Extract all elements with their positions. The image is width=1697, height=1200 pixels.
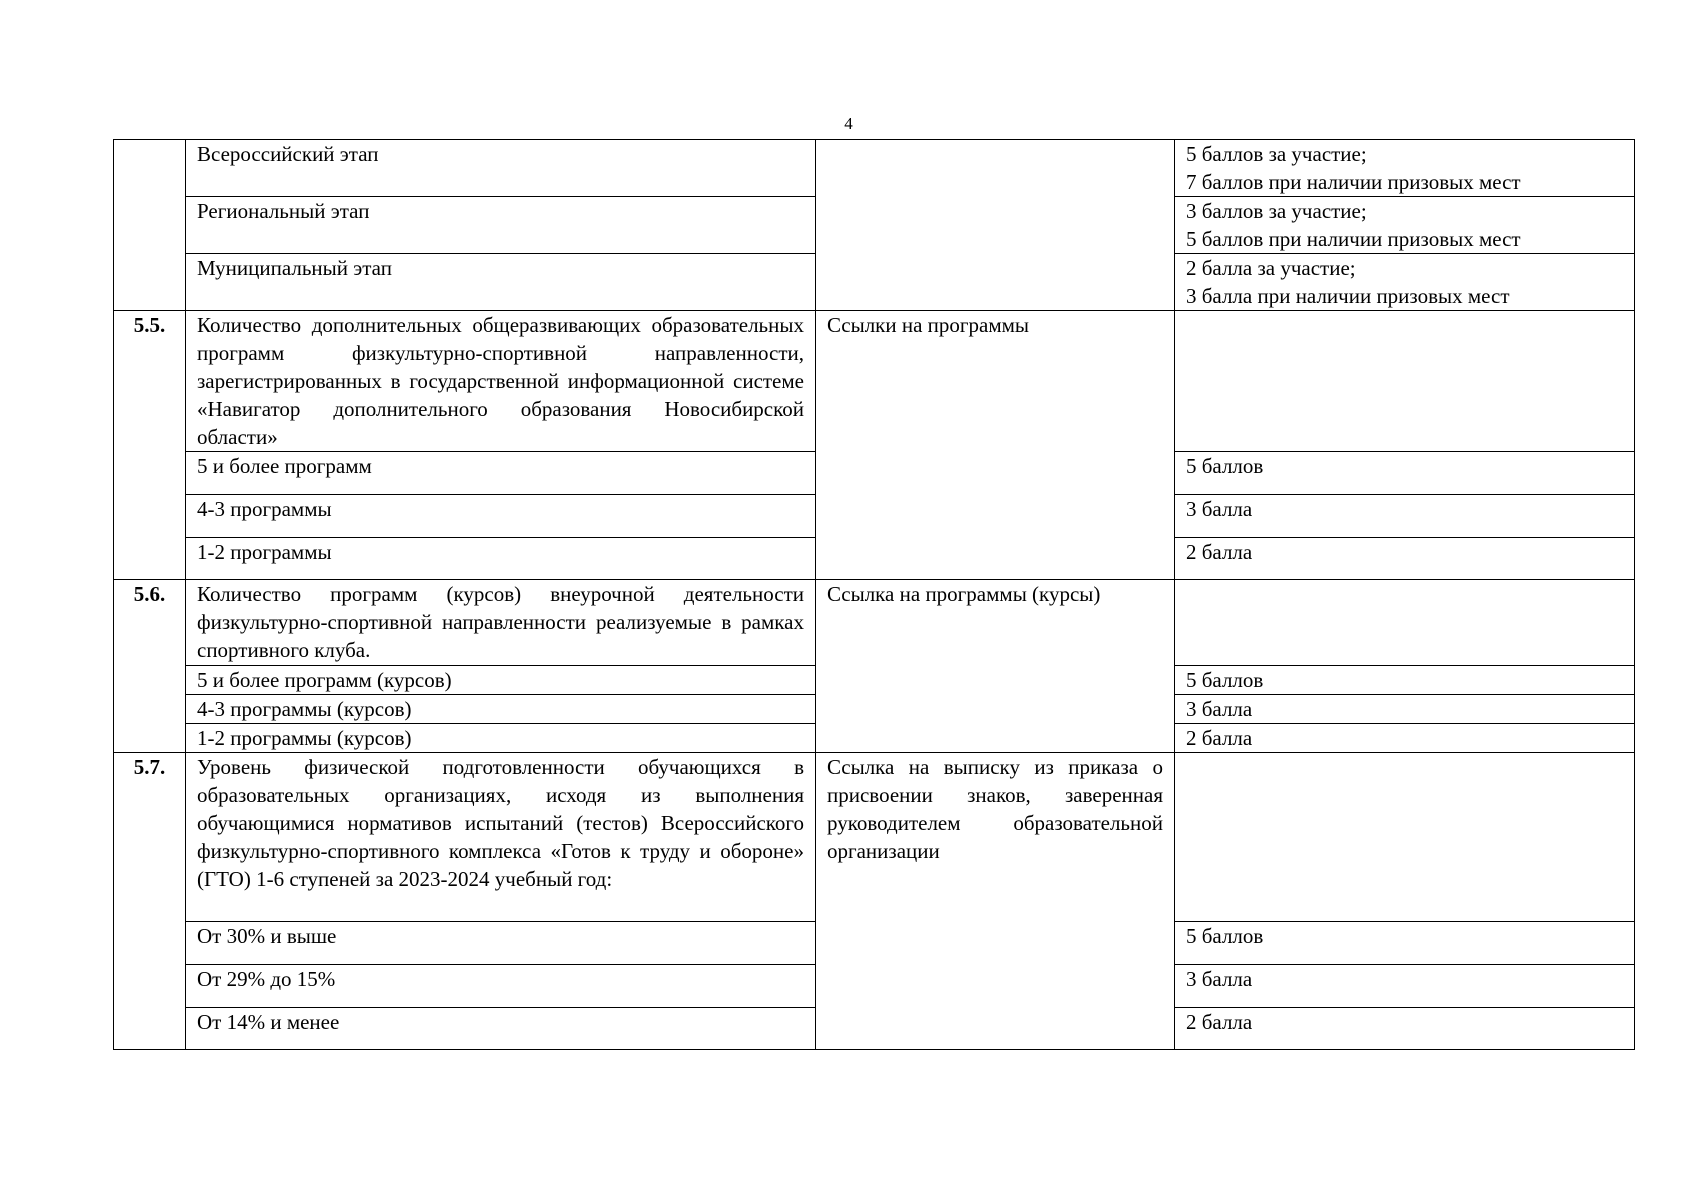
- points-cell: [1175, 580, 1635, 666]
- evidence-cell: [816, 140, 1175, 311]
- table-row: [114, 140, 1635, 197]
- option-points: 5 баллов: [1175, 452, 1635, 495]
- option-label: 5 и более программ (курсов): [186, 666, 816, 695]
- criteria-table: [113, 139, 1635, 1050]
- option-points: 2 балла: [1175, 724, 1635, 753]
- points-cell: [1175, 197, 1635, 254]
- option-label: 1-2 программы: [186, 538, 816, 580]
- option-label: 4-3 программы (курсов): [186, 695, 816, 724]
- criterion-text: Количество программ (курсов) внеурочной деятельности физкультурно-спортивной направленности реализуемые в рамках спортивного клуба.: [186, 580, 816, 666]
- option-points: 5 баллов: [1175, 666, 1635, 695]
- points-line: 5 баллов за участие;: [1186, 142, 1367, 166]
- option-label: От 14% и менее: [186, 1008, 816, 1050]
- criterion-text: Уровень физической подготовленности обучающихся в образовательных организациях, исходя из выполнения обучающимися нормативов испытаний (тестов) Всероссийского физкультурно-спортивного комплекса «Готов к труду и обороне» (ГТО) 1-6 ступеней за 2023-2024 учебный год:: [186, 753, 816, 922]
- stage-label: Региональный этап: [186, 197, 816, 254]
- points-cell: [1175, 753, 1635, 922]
- stage-label: Всероссийский этап: [186, 140, 816, 197]
- table-row: [114, 753, 1635, 922]
- section-number: 5.7.: [114, 753, 186, 1050]
- points-cell: [1175, 254, 1635, 311]
- option-points: 2 балла: [1175, 1008, 1635, 1050]
- section-number: 5.6.: [114, 580, 186, 753]
- criterion-text: Количество дополнительных общеразвивающих образовательных программ физкультурно-спортивной направленности, зарегистрированных в государственной информационной системе «Навигатор дополнительного образования Новосибирской области»: [186, 311, 816, 452]
- number-cell: [114, 140, 186, 311]
- option-label: 5 и более программ: [186, 452, 816, 495]
- option-label: 1-2 программы (курсов): [186, 724, 816, 753]
- option-label: 4-3 программы: [186, 495, 816, 538]
- table-row: [114, 580, 1635, 666]
- option-points: 2 балла: [1175, 538, 1635, 580]
- option-points: 3 балла: [1175, 495, 1635, 538]
- section-number: 5.5.: [114, 311, 186, 580]
- points-line: 3 балла при наличии призовых мест: [1186, 284, 1510, 308]
- option-label: От 29% до 15%: [186, 965, 816, 1008]
- points-line: 3 баллов за участие;: [1186, 199, 1367, 223]
- points-cell: [1175, 311, 1635, 452]
- option-points: 3 балла: [1175, 965, 1635, 1008]
- points-line: 7 баллов при наличии призовых мест: [1186, 170, 1521, 194]
- evidence-text: Ссылка на выписку из приказа о присвоении знаков, заверенная руководителем образовательной организации: [816, 753, 1175, 1050]
- option-label: От 30% и выше: [186, 922, 816, 965]
- option-points: 5 баллов: [1175, 922, 1635, 965]
- table-row: [114, 311, 1635, 452]
- points-line: 5 баллов при наличии призовых мест: [1186, 227, 1521, 251]
- evidence-text: Ссылки на программы: [816, 311, 1175, 580]
- evidence-text: Ссылка на программы (курсы): [816, 580, 1175, 753]
- page-number: 4: [844, 114, 853, 133]
- stage-label: Муниципальный этап: [186, 254, 816, 311]
- option-points: 3 балла: [1175, 695, 1635, 724]
- points-cell: [1175, 140, 1635, 197]
- points-line: 2 балла за участие;: [1186, 256, 1356, 280]
